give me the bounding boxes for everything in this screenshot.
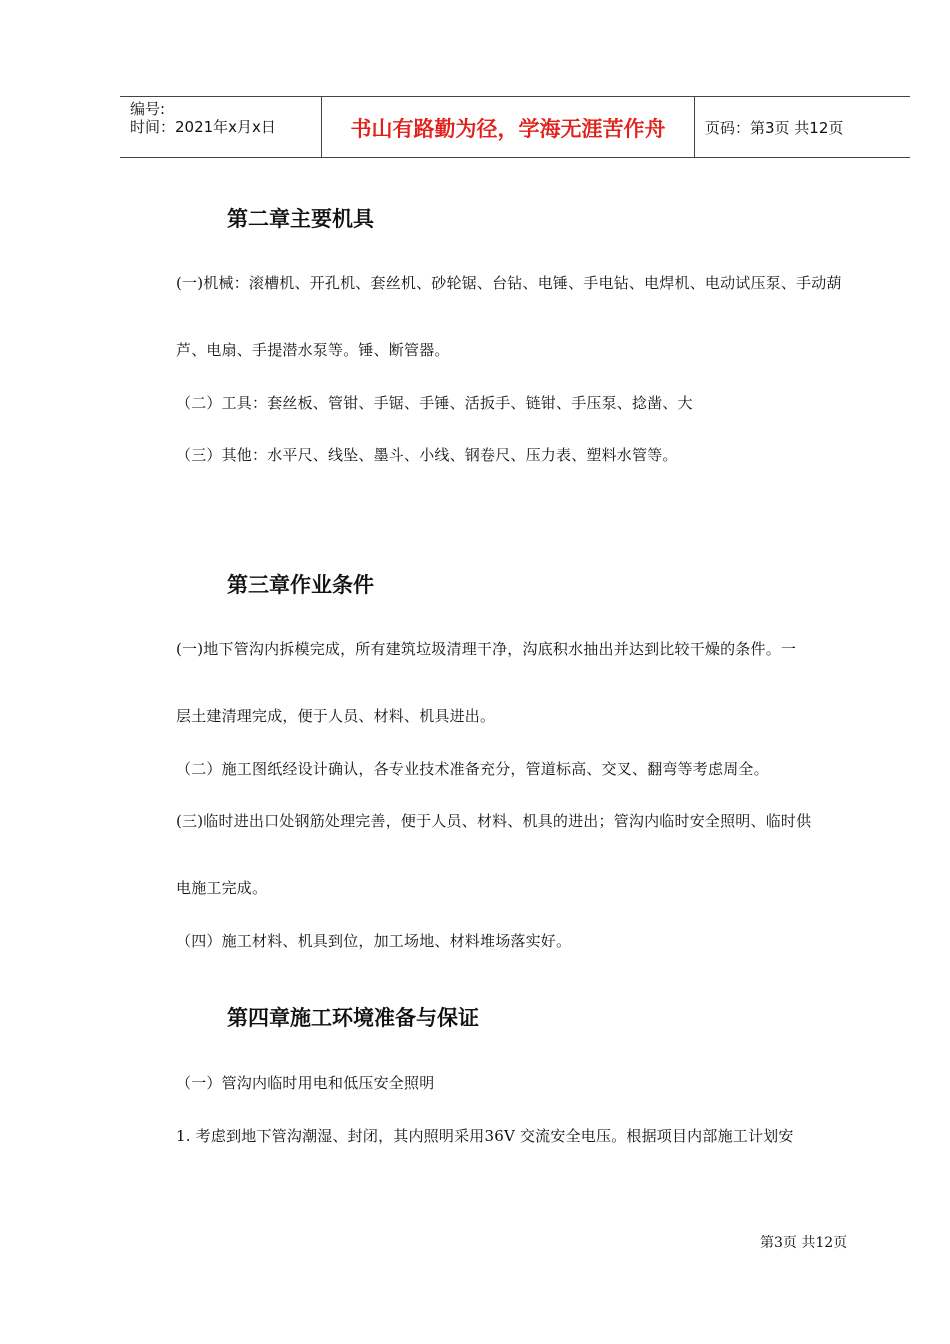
chapter-3-line: （二）施工图纸经设计确认，各专业技术准备充分，管道标高、交叉、翻弯等考虑周全。 xyxy=(176,760,769,778)
chapter-3-line: (一)地下管沟内拆模完成，所有建筑垃圾清理干净，沟底积水抽出并达到比较干燥的条件。一 xyxy=(176,640,797,658)
header-page-cell xyxy=(695,97,910,157)
chapter-4-line: 1. 考虑到地下管沟潮湿、封闭，其内照明采用36V 交流安全电压。根据项目内部施工计划安 xyxy=(176,1127,794,1145)
chapter-3-title: 第三章作业条件 xyxy=(227,573,374,597)
footer-page-number: 第3页 共12页 xyxy=(760,1235,848,1251)
header-motto-cell xyxy=(322,97,695,157)
chapter-3-line: (三)临时进出口处钢筋处理完善，便于人员、材料、机具的进出；管沟内临时安全照明、临时供 xyxy=(176,812,812,830)
chapter-3-line: 电施工完成。 xyxy=(176,879,268,897)
chapter-3-line: （四）施工材料、机具到位，加工场地、材料堆场落实好。 xyxy=(176,932,572,950)
chapter-2-title: 第二章主要机具 xyxy=(227,207,374,231)
motto-text: 书山有路勤为径，学海无涯苦作舟 xyxy=(350,117,666,141)
time-label: 时间：2021年x月x日 xyxy=(130,118,276,136)
chapter-3-line: 层土建清理完成，便于人员、材料、机具进出。 xyxy=(176,707,496,725)
document-header xyxy=(120,96,910,158)
code-label: 编号: xyxy=(130,100,166,118)
chapter-2-line: (一)机械：滚槽机、开孔机、套丝机、砂轮锯、台钻、电锤、手电钻、电焊机、电动试压泵、手动葫 xyxy=(176,274,842,292)
header-page-number: 页码：第3页 共12页 xyxy=(705,119,844,137)
chapter-2-line: （二）工具：套丝板、管钳、手锯、手锤、活扳手、链钳、手压泵、捻凿、大 xyxy=(176,394,693,412)
header-info-cell xyxy=(120,97,322,157)
chapter-2-line: （三）其他：水平尺、线坠、墨斗、小线、钢卷尺、压力表、塑料水管等。 xyxy=(176,446,678,464)
chapter-2-line: 芦、电扇、手提潜水泵等。锤、断管器。 xyxy=(176,341,450,359)
chapter-4-title: 第四章施工环境准备与保证 xyxy=(227,1006,479,1030)
chapter-4-line: （一）管沟内临时用电和低压安全照明 xyxy=(176,1074,435,1092)
